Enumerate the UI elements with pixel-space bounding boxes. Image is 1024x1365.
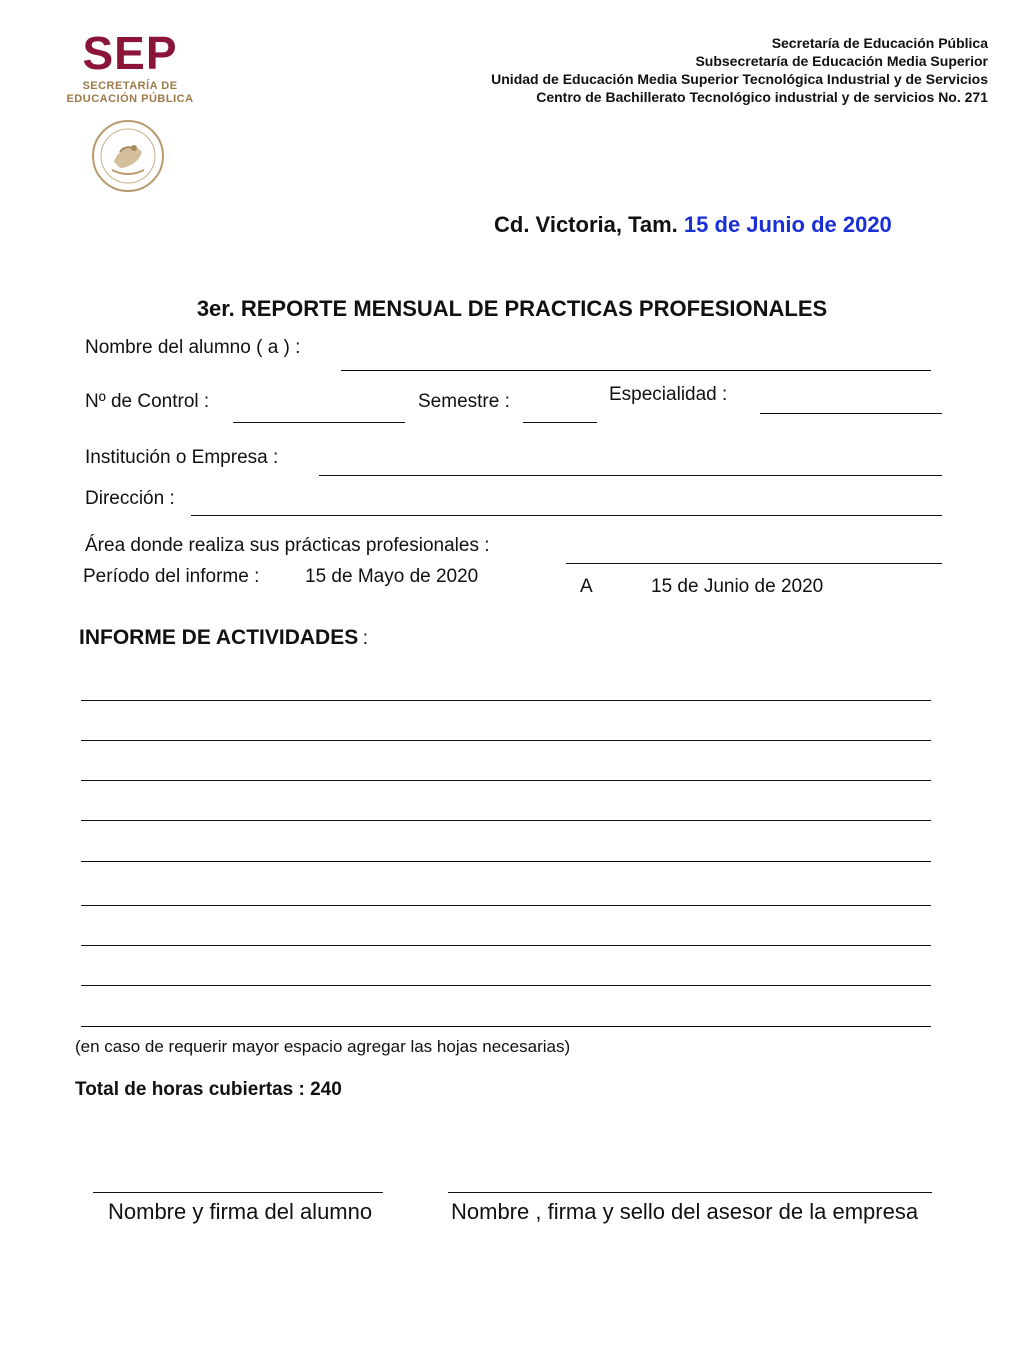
institucion-label: Institución o Empresa : <box>85 447 279 468</box>
nombre-field-line[interactable] <box>341 370 931 371</box>
informe-colon: : <box>362 628 368 649</box>
sep-logo-line2: EDUCACIÓN PÚBLICA <box>66 93 194 105</box>
space-note: (en caso de requerir mayor espacio agregar las hojas necesarias) <box>75 1037 571 1056</box>
informe-heading <box>79 626 368 650</box>
especialidad-label: Especialidad : <box>609 384 728 405</box>
direccion-label: Dirección : <box>85 488 175 509</box>
activity-line[interactable] <box>81 861 931 862</box>
semestre-field-line[interactable] <box>523 422 597 423</box>
activity-line[interactable] <box>81 945 931 946</box>
periodo-inicio: 15 de Mayo de 2020 <box>305 566 479 587</box>
alumno-signature-line[interactable] <box>93 1192 383 1193</box>
institucion-field-line[interactable] <box>319 475 942 476</box>
header-line-2: Subsecretaría de Educación Media Superior <box>695 53 988 69</box>
activity-line[interactable] <box>81 905 931 906</box>
activity-line[interactable] <box>81 780 931 781</box>
informe-title: INFORME DE ACTIVIDADES <box>79 626 359 649</box>
control-field-line[interactable] <box>233 422 405 423</box>
sep-logo-word: SEP <box>82 27 178 79</box>
area-label: Área donde realiza sus prácticas profesionales : <box>85 535 490 556</box>
institution-header <box>491 34 988 106</box>
especialidad-field-line[interactable] <box>760 413 942 414</box>
area-field-line[interactable] <box>566 563 942 564</box>
periodo-label: Período del informe : <box>83 566 260 587</box>
activity-line[interactable] <box>81 985 931 986</box>
national-seal-icon <box>90 118 166 194</box>
nombre-label: Nombre del alumno ( a ) : <box>85 337 301 358</box>
header-line-1: Secretaría de Educación Pública <box>771 35 988 51</box>
direccion-field-line[interactable] <box>191 515 942 516</box>
report-date: 15 de Junio de 2020 <box>683 212 892 237</box>
control-label: Nº de Control : <box>85 391 210 412</box>
periodo-a: A <box>580 576 593 597</box>
activity-line[interactable] <box>81 700 931 701</box>
periodo-fin: 15 de Junio de 2020 <box>651 576 824 597</box>
header-line-4: Centro de Bachillerato Tecnológico industrial y de servicios No. 271 <box>536 89 988 105</box>
place: Cd. Victoria, Tam. <box>494 212 678 237</box>
asesor-signature-label: Nombre , firma y sello del asesor de la empresa <box>451 1199 919 1224</box>
total-horas: Total de horas cubiertas : 240 <box>75 1079 342 1100</box>
header-line-3: Unidad de Educación Media Superior Tecnológica Industrial y de Servicios <box>491 71 988 87</box>
activity-line[interactable] <box>81 1026 931 1027</box>
activity-line[interactable] <box>81 740 931 741</box>
asesor-signature-line[interactable] <box>448 1192 932 1193</box>
semestre-label: Semestre : <box>418 391 510 412</box>
sep-logo <box>60 27 200 106</box>
sep-logo-line1: SECRETARÍA DE <box>82 80 178 92</box>
place-date <box>494 212 892 238</box>
alumno-signature-label: Nombre y firma del alumno <box>108 1199 373 1224</box>
document-title: 3er. REPORTE MENSUAL DE PRACTICAS PROFESIONALES <box>196 296 828 321</box>
activity-line[interactable] <box>81 820 931 821</box>
